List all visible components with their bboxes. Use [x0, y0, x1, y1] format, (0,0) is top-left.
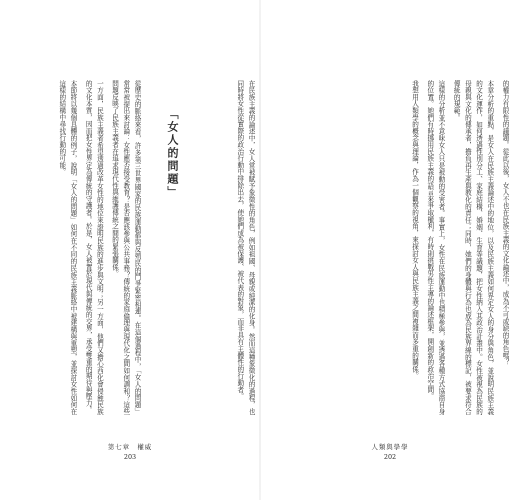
left-body-block-b — [20, 80, 142, 415]
right-paragraph: 的權力有限性的議題。從此以後，女人不也在民族主義的文化論述中，成為不可或缺的角色嗎？ — [501, 80, 509, 366]
section-heading: 「女人的問題」 — [166, 108, 179, 199]
right-paragraph: 這樣的分析並不意味女人只是被動的受害者。事實上，女性在民族運動中也積極參與，並透過各種方式協商自身的位置。她們有時挪用民族主義的語言來爭取權利，有時則挑戰男性主導的論述框架，開創新的政治空間。 — [425, 80, 445, 415]
left-running-title: 第七章 權威 — [107, 443, 153, 451]
left-body-block-a — [188, 80, 256, 415]
right-paragraph: 我想用人類學的概念與理論，作為一個觀察的視角，來探討女人與民族主義之間複雜而多重的關係。 — [410, 80, 419, 380]
left-paragraph: 從歷史的脈絡來看，許多第三世界國家的民族運動都與反殖民的鬥爭緊密相連。在這個過程中，「女人的問題」常常被提出來討論：女性應否接受教育？是否應該參與公共事務？傳統的家庭倫理與現代化之間如何調和？這些問題反映了民族主義者在追求現代性與維護傳統之間的緊張關係。 — [110, 80, 141, 415]
left-footer — [0, 442, 260, 461]
right-body — [288, 80, 510, 415]
right-footer — [260, 442, 520, 461]
left-paragraph: 一方面，民族主義者希望透過改革女性的地位來證明民族的進步與文明；另一方面，他們又擔心西化會侵蝕民族的文化本質，因而把女性界定為傳統的守護者。於是，女人被置於現代與傳統的交界，承受雙重的期待與壓力。 — [84, 80, 104, 415]
right-page-number: 202 — [383, 453, 397, 461]
right-paragraph: 本章分析的重點，是女人在民族主義論述中的地位，以及民族主義如何界定女人的身分與角色，並說明民族主義的文化運作，如何透過性別分工、家庭結構、婚姻、生育等議題，把女性納入其政治計畫中。女性被視為民族的母親與文化的傳承者，擔負再生產與教化的責任；同時，她們的身體與行為也成為民族界線的標記，被要求符合傳統的規範。 — [452, 80, 494, 415]
left-paragraph: 在民族主義的論述中，女人常被賦予象徵性的角色，例如祖國、母親或純潔的化身。然而這種象徵化的過程，也同時將女性從實際的政治行動中排除出去，使她們成為被保護、被代表的對象，而非具有主體性的行動者。 — [235, 80, 255, 415]
left-page-number: 203 — [123, 453, 137, 461]
right-page — [260, 0, 520, 500]
left-paragraph: 本節將以幾個具體的例子，說明「女人的問題」如何在不同的民族主義脈絡中被建構與重塑，並探討女性如何在這樣的結構中尋找行動的可能。 — [57, 80, 77, 415]
right-running-title: 人類與學學 — [371, 443, 409, 451]
